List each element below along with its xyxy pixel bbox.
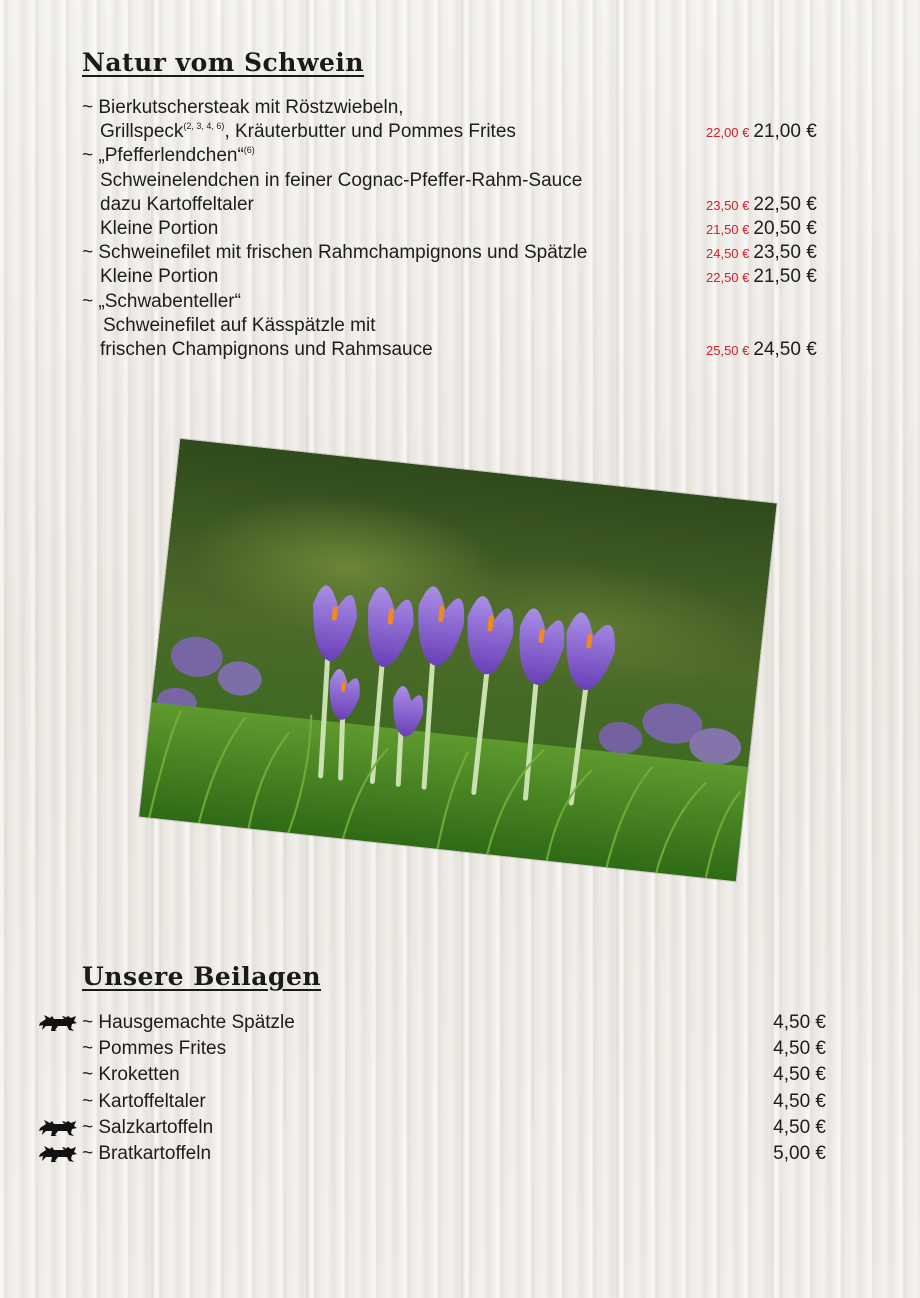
lion-icon [38,1014,78,1032]
new-price: 21,50 € [753,266,817,288]
dish-text-main: dazu Kartoffeltaler [100,193,254,215]
menu-line [82,193,842,217]
dish-text-main: ~ „Pfefferlendchen“ [82,145,244,167]
dish-text [82,290,241,314]
dish-text [100,193,254,217]
dish-text [100,338,433,362]
side-item-label: ~ Hausgemachte Spätzle [82,1012,295,1033]
section-title-sides: Unsere Beilagen [82,962,322,991]
side-item-price: 5,00 € [773,1142,826,1164]
side-item [34,1062,834,1088]
side-item [34,1089,834,1115]
allergen-note: (2, 3, 4, 6) [183,121,225,132]
menu-line [82,265,842,289]
dish-text-main: Schweinelendchen in feiner Cognac-Pfeffer-Rahm-Sauce [100,169,583,191]
price-group [706,193,817,218]
old-price: 25,50 € [706,342,750,358]
side-item-price: 4,50 € [773,1038,826,1060]
menu-line [82,290,842,314]
dish-text [100,120,516,144]
dish-text [82,241,587,265]
side-item-label: ~ Bratkartoffeln [82,1142,212,1164]
side-item-price: 4,50 € [773,1064,826,1086]
new-price: 21,00 € [753,121,817,143]
allergen-note: (6) [243,145,255,156]
menu-line [82,217,842,241]
dish-text-main: Kleine Portion [100,217,219,239]
side-item-label: ~ Salzkartoffeln [82,1116,214,1138]
new-price: 24,50 € [753,338,817,360]
menu-line [82,241,842,265]
side-item-label: ~ Kartoffeltaler [82,1090,206,1112]
old-price: 22,00 € [706,125,750,141]
side-item-label: ~ Kroketten [82,1064,180,1086]
dish-text-main: Schweinefilet auf Kässpätzle mit [103,314,376,336]
menu-line [82,314,842,338]
dish-text [82,96,404,120]
side-item-label: ~ Pommes Frites [82,1038,227,1060]
new-price: 22,50 € [753,193,817,215]
side-item [34,1141,834,1167]
old-price: 24,50 € [706,246,750,262]
old-price: 22,50 € [706,270,750,286]
old-price: 21,50 € [706,221,750,237]
price-group [706,241,817,266]
side-item-price: 4,50 € [773,1090,826,1112]
lion-icon [38,1119,78,1137]
dish-text-main: Grillspeck [100,121,184,143]
old-price: 23,50 € [706,197,750,213]
menu-line [82,144,842,168]
dish-text-main: Kleine Portion [100,266,219,288]
price-group [706,338,817,363]
dish-text-rest: , Kräuterbutter und Pommes Frites [224,121,516,143]
side-item [34,1036,834,1062]
menu-line [82,96,842,120]
price-group [706,120,817,145]
side-item [34,1010,834,1036]
dish-text [103,314,375,338]
dish-text [100,169,582,193]
dish-text-main: ~ Bierkutschersteak mit Röstzwiebeln, [82,97,404,118]
new-price: 23,50 € [753,242,817,264]
crocus-photo [139,439,777,882]
section-title-pork: Natur vom Schwein [82,48,365,77]
side-item [34,1115,834,1141]
lion-icon [38,1145,78,1163]
menu-line [82,169,842,193]
new-price: 20,50 € [753,217,817,239]
dish-text-main: frischen Champignons und Rahmsauce [100,338,433,360]
dish-text-main: ~ Schweinefilet mit frischen Rahmchampignons und Spätzle [82,242,588,264]
price-group [706,265,817,290]
dish-text [82,144,255,168]
dish-text [100,265,218,289]
pork-menu-list [82,96,842,362]
menu-line [82,338,842,362]
price-group [706,217,817,242]
side-item-price: 4,50 € [773,1012,826,1033]
menu-line [82,120,842,144]
side-item-price: 4,50 € [773,1116,826,1138]
dish-text [100,217,218,241]
sides-list [34,1010,834,1167]
dish-text-main: ~ „Schwabenteller“ [82,290,241,312]
